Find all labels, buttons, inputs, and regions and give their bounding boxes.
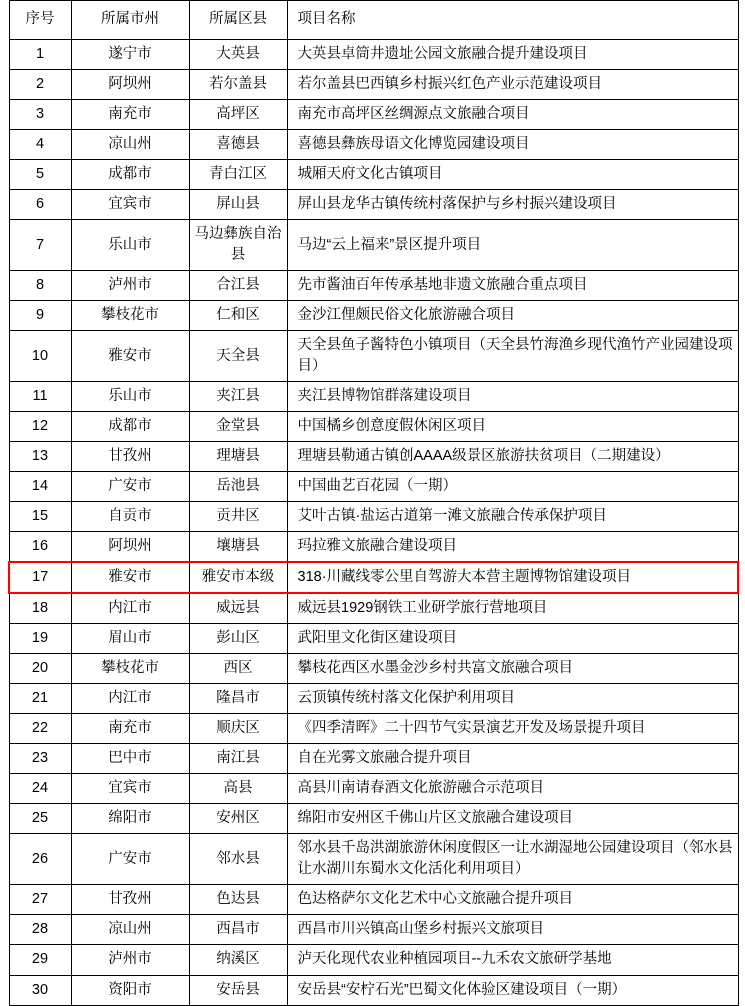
cell-project-name: 先市酱油百年传承基地非遗文旅融合重点项目 <box>287 271 738 301</box>
cell-project-name: 夹江县博物馆群落建设项目 <box>287 382 738 412</box>
cell-project-name: 西昌市川兴镇高山堡乡村振兴文旅项目 <box>287 915 738 945</box>
cell-seq: 18 <box>9 593 71 624</box>
cell-project-name: 喜德县彝族母语文化博览园建设项目 <box>287 130 738 160</box>
table-row <box>9 190 738 220</box>
cell-project-name: 色达格萨尔文化艺术中心文旅融合提升项目 <box>287 885 738 915</box>
cell-project-name: 艾叶古镇·盐运古道第一滩文旅融合传承保护项目 <box>287 502 738 532</box>
table-row <box>9 472 738 502</box>
cell-seq: 1 <box>9 40 71 70</box>
table-row <box>9 624 738 654</box>
cell-district: 马边彝族自治县 <box>189 220 287 271</box>
cell-district: 邻水县 <box>189 834 287 885</box>
cell-seq: 14 <box>9 472 71 502</box>
cell-district: 南江县 <box>189 744 287 774</box>
cell-seq: 24 <box>9 774 71 804</box>
cell-seq: 7 <box>9 220 71 271</box>
cell-district: 安州区 <box>189 804 287 834</box>
table-row <box>9 70 738 100</box>
cell-project-name: 马边“云上福来”景区提升项目 <box>287 220 738 271</box>
table-row <box>9 834 738 885</box>
cell-seq: 30 <box>9 975 71 1005</box>
cell-district: 高县 <box>189 774 287 804</box>
cell-project-name: 大英县卓筒井遗址公园文旅融合提升建设项目 <box>287 40 738 70</box>
cell-city: 甘孜州 <box>71 885 189 915</box>
cell-project-name: 《四季清晖》二十四节气实景演艺开发及场景提升项目 <box>287 714 738 744</box>
cell-project-name: 玛拉雅文旅融合建设项目 <box>287 532 738 563</box>
cell-project-name: 城厢天府文化古镇项目 <box>287 160 738 190</box>
cell-district: 彭山区 <box>189 624 287 654</box>
cell-district: 安岳县 <box>189 975 287 1005</box>
cell-city: 宜宾市 <box>71 190 189 220</box>
cell-seq: 10 <box>9 331 71 382</box>
cell-district: 天全县 <box>189 331 287 382</box>
cell-project-name: 中国橘乡创意度假休闲区项目 <box>287 412 738 442</box>
cell-seq: 26 <box>9 834 71 885</box>
cell-seq: 17 <box>9 562 71 593</box>
cell-district: 纳溪区 <box>189 945 287 975</box>
cell-project-name: 邻水县千岛洪湖旅游休闲度假区一让水湖湿地公园建设项目（邻水县让水湖川东蜀水文化活化利用项目） <box>287 834 738 885</box>
cell-district: 金堂县 <box>189 412 287 442</box>
table-row <box>9 562 738 593</box>
cell-district: 隆昌市 <box>189 684 287 714</box>
cell-city: 南充市 <box>71 100 189 130</box>
cell-seq: 23 <box>9 744 71 774</box>
cell-project-name: 泸天化现代农业种植园项目--九禾农文旅研学基地 <box>287 945 738 975</box>
cell-city: 成都市 <box>71 160 189 190</box>
cell-city: 广安市 <box>71 834 189 885</box>
table-row <box>9 945 738 975</box>
cell-project-name: 自在光雾文旅融合提升项目 <box>287 744 738 774</box>
cell-seq: 11 <box>9 382 71 412</box>
cell-district: 威远县 <box>189 593 287 624</box>
table-row <box>9 271 738 301</box>
table-header-row <box>9 1 738 40</box>
cell-project-name: 理塘县勒通古镇创AAAA级景区旅游扶贫项目（二期建设） <box>287 442 738 472</box>
cell-seq: 27 <box>9 885 71 915</box>
cell-district: 壤塘县 <box>189 532 287 563</box>
cell-district: 喜德县 <box>189 130 287 160</box>
cell-city: 自贡市 <box>71 502 189 532</box>
cell-district: 理塘县 <box>189 442 287 472</box>
cell-seq: 5 <box>9 160 71 190</box>
cell-city: 资阳市 <box>71 975 189 1005</box>
cell-project-name: 云顶镇传统村落文化保护利用项目 <box>287 684 738 714</box>
cell-district: 屏山县 <box>189 190 287 220</box>
table-row <box>9 915 738 945</box>
table-row <box>9 220 738 271</box>
cell-project-name: 金沙江俚颇民俗文化旅游融合项目 <box>287 301 738 331</box>
cell-city: 阿坝州 <box>71 532 189 563</box>
table-row <box>9 885 738 915</box>
cell-seq: 21 <box>9 684 71 714</box>
table-row <box>9 160 738 190</box>
cell-city: 内江市 <box>71 593 189 624</box>
column-header-name: 项目名称 <box>287 1 738 40</box>
cell-city: 雅安市 <box>71 562 189 593</box>
table-row <box>9 654 738 684</box>
cell-project-name: 绵阳市安州区千佛山片区文旅融合建设项目 <box>287 804 738 834</box>
cell-project-name: 攀枝花西区水墨金沙乡村共富文旅融合项目 <box>287 654 738 684</box>
cell-seq: 15 <box>9 502 71 532</box>
cell-district: 仁和区 <box>189 301 287 331</box>
table-row <box>9 975 738 1005</box>
cell-project-name: 318·川藏线零公里自驾游大本营主题博物馆建设项目 <box>287 562 738 593</box>
cell-city: 广安市 <box>71 472 189 502</box>
table-row <box>9 442 738 472</box>
table-row <box>9 502 738 532</box>
cell-seq: 28 <box>9 915 71 945</box>
cell-city: 绵阳市 <box>71 804 189 834</box>
table-row <box>9 532 738 563</box>
cell-seq: 3 <box>9 100 71 130</box>
table-row <box>9 331 738 382</box>
cell-seq: 9 <box>9 301 71 331</box>
cell-project-name: 武阳里文化街区建设项目 <box>287 624 738 654</box>
cell-district: 色达县 <box>189 885 287 915</box>
cell-district: 若尔盖县 <box>189 70 287 100</box>
cell-city: 凉山州 <box>71 130 189 160</box>
table-row <box>9 774 738 804</box>
table-row <box>9 100 738 130</box>
table-row <box>9 40 738 70</box>
table-row <box>9 301 738 331</box>
table-row <box>9 744 738 774</box>
cell-district: 岳池县 <box>189 472 287 502</box>
cell-city: 甘孜州 <box>71 442 189 472</box>
cell-project-name: 南充市高坪区丝绸源点文旅融合项目 <box>287 100 738 130</box>
project-table <box>8 0 739 1006</box>
cell-city: 宜宾市 <box>71 774 189 804</box>
cell-district: 大英县 <box>189 40 287 70</box>
cell-project-name: 中国曲艺百花园（一期） <box>287 472 738 502</box>
cell-seq: 16 <box>9 532 71 563</box>
table-row <box>9 412 738 442</box>
table-row <box>9 382 738 412</box>
cell-city: 成都市 <box>71 412 189 442</box>
cell-project-name: 若尔盖县巴西镇乡村振兴红色产业示范建设项目 <box>287 70 738 100</box>
cell-seq: 13 <box>9 442 71 472</box>
cell-city: 泸州市 <box>71 945 189 975</box>
cell-seq: 4 <box>9 130 71 160</box>
cell-district: 贡井区 <box>189 502 287 532</box>
cell-city: 雅安市 <box>71 331 189 382</box>
cell-seq: 19 <box>9 624 71 654</box>
cell-seq: 29 <box>9 945 71 975</box>
cell-district: 青白江区 <box>189 160 287 190</box>
cell-project-name: 屏山县龙华古镇传统村落保护与乡村振兴建设项目 <box>287 190 738 220</box>
cell-district: 高坪区 <box>189 100 287 130</box>
cell-city: 攀枝花市 <box>71 301 189 331</box>
cell-seq: 20 <box>9 654 71 684</box>
cell-seq: 22 <box>9 714 71 744</box>
cell-city: 内江市 <box>71 684 189 714</box>
cell-city: 遂宁市 <box>71 40 189 70</box>
cell-project-name: 天全县鱼子酱特色小镇项目（天全县竹海渔乡现代渔竹产业园建设项目） <box>287 331 738 382</box>
cell-district: 夹江县 <box>189 382 287 412</box>
cell-seq: 25 <box>9 804 71 834</box>
cell-district: 合江县 <box>189 271 287 301</box>
cell-seq: 2 <box>9 70 71 100</box>
cell-seq: 8 <box>9 271 71 301</box>
cell-city: 泸州市 <box>71 271 189 301</box>
cell-project-name: 高县川南请春酒文化旅游融合示范项目 <box>287 774 738 804</box>
cell-city: 凉山州 <box>71 915 189 945</box>
cell-district: 雅安市本级 <box>189 562 287 593</box>
cell-seq: 12 <box>9 412 71 442</box>
column-header-seq: 序号 <box>9 1 71 40</box>
column-header-district: 所属区县 <box>189 1 287 40</box>
table-body <box>9 40 738 1006</box>
cell-seq: 6 <box>9 190 71 220</box>
cell-city: 乐山市 <box>71 382 189 412</box>
table-row <box>9 714 738 744</box>
cell-city: 阿坝州 <box>71 70 189 100</box>
cell-city: 乐山市 <box>71 220 189 271</box>
cell-city: 眉山市 <box>71 624 189 654</box>
cell-city: 南充市 <box>71 714 189 744</box>
cell-project-name: 安岳县“安柠石光”巴蜀文化体验区建设项目（一期） <box>287 975 738 1005</box>
column-header-city: 所属市州 <box>71 1 189 40</box>
cell-district: 西区 <box>189 654 287 684</box>
cell-city: 巴中市 <box>71 744 189 774</box>
cell-district: 西昌市 <box>189 915 287 945</box>
cell-city: 攀枝花市 <box>71 654 189 684</box>
table-row <box>9 804 738 834</box>
cell-district: 顺庆区 <box>189 714 287 744</box>
table-row <box>9 593 738 624</box>
table-row <box>9 130 738 160</box>
table-row <box>9 684 738 714</box>
cell-project-name: 威远县1929钢铁工业研学旅行营地项目 <box>287 593 738 624</box>
